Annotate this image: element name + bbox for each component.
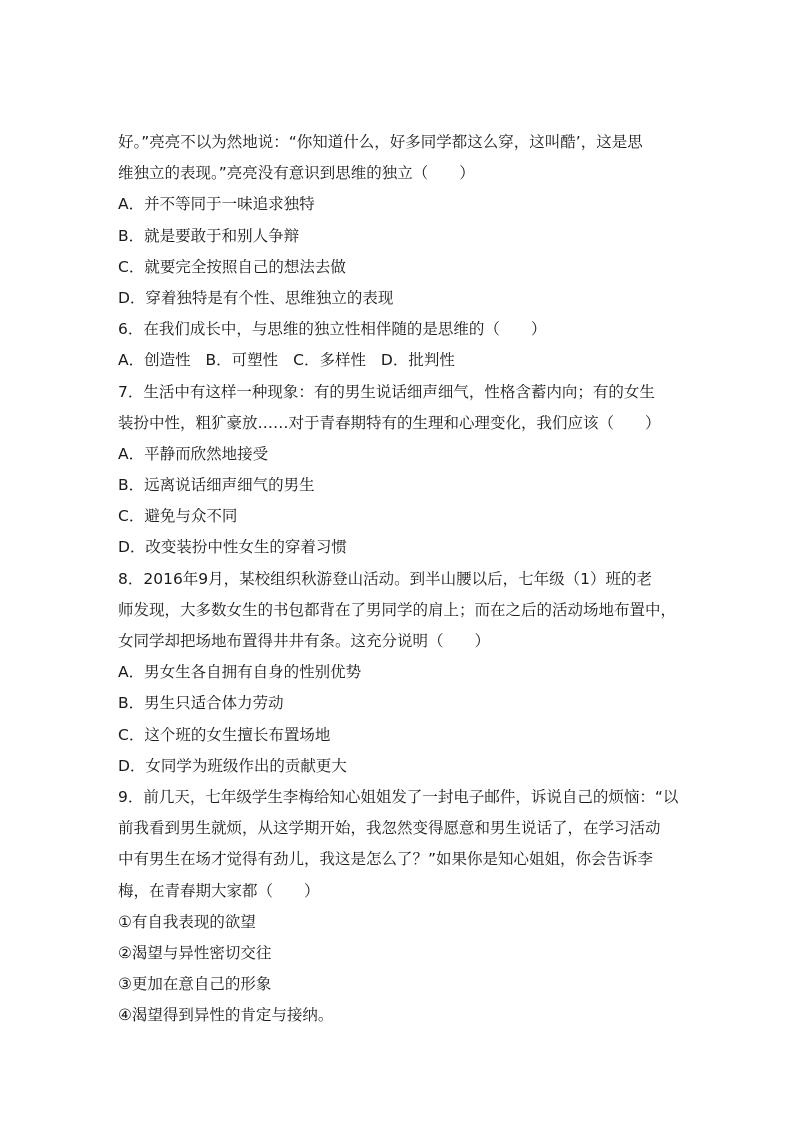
- option-c: C．就要完全按照自己的想法去做: [118, 257, 346, 276]
- text-line: 梅，在青春期大家都（ ）: [118, 881, 320, 900]
- statement-3: ③更加在意自己的形象: [118, 975, 272, 994]
- option-a: A．男女生各自拥有自身的性别优势: [118, 663, 362, 682]
- option-d: D．改变装扮中性女生的穿着习惯: [118, 538, 347, 557]
- statement-1: ①有自我表现的欲望: [118, 912, 256, 931]
- text-line: 维独立的表现。”亮亮没有意识到思维的独立（ ）: [118, 164, 475, 183]
- option-a: A．并不等同于一味追求独特: [118, 195, 315, 214]
- question-text-block: [118, 127, 678, 1031]
- option-d: D．女同学为班级作出的贡献更大: [118, 756, 347, 775]
- question-9: 9．前几天，七年级学生李梅给知心姐姐发了一封电子邮件，诉说自己的烦恼：“以: [118, 787, 679, 806]
- text-line: 女同学却把场地布置得井井有条。这充分说明（ ）: [118, 632, 491, 650]
- option-d: D．批判性: [380, 351, 455, 370]
- text-line: 中有男生在场才觉得有劲儿，我这是怎么了？”如果你是知心姐姐，你会告诉李: [118, 850, 654, 869]
- option-a: A．创造性: [118, 351, 191, 370]
- statement-2: ②渴望与异性密切交往: [118, 943, 272, 962]
- option-a: A．平静而欣然地接受: [118, 444, 269, 463]
- text-line: 前我看到男生就烦，从这学期开始，我忽然变得愿意和男生说话了，在学习活动: [118, 819, 661, 838]
- question-7: 7．生活中有这样一种现象：有的男生说话细声细气，性格含蓄内向；有的女生: [118, 382, 655, 401]
- statement-4: ④渴望得到异性的肯定与接纳。: [118, 1006, 334, 1025]
- question-6: 6．在我们成长中，与思维的独立性相伴随的是思维的（ ）: [118, 320, 547, 339]
- text-line: 装扮中性，粗犷豪放……对于青春期特有的生理和心理变化，我们应该（ ）: [118, 413, 661, 432]
- option-c: C．多样性: [293, 351, 366, 370]
- option-b: B．可塑性: [205, 351, 279, 370]
- option-c: C．避免与众不同: [118, 507, 238, 526]
- question-6-options: [118, 345, 678, 376]
- option-d: D．穿着独特是有个性、思维独立的表现: [118, 288, 394, 307]
- question-8: 8．2016年9月，某校组织秋游登山活动。到半山腰以后，七年级（1）班的老: [118, 569, 653, 588]
- option-b: B．男生只适合体力劳动: [118, 694, 284, 713]
- option-b: B．远离说话细声细气的男生: [118, 476, 315, 495]
- text-line: 师发现，大多数女生的书包都背在了男同学的肩上；而在之后的活动场地布置中，: [118, 600, 677, 619]
- text-line: 好。”亮亮不以为然地说：“你知道什么，好多同学都这么穿，这叫酷’，这是思: [118, 133, 643, 151]
- option-c: C．这个班的女生擅长布置场地: [118, 725, 331, 744]
- option-b: B．就是要敢于和别人争辩: [118, 226, 300, 245]
